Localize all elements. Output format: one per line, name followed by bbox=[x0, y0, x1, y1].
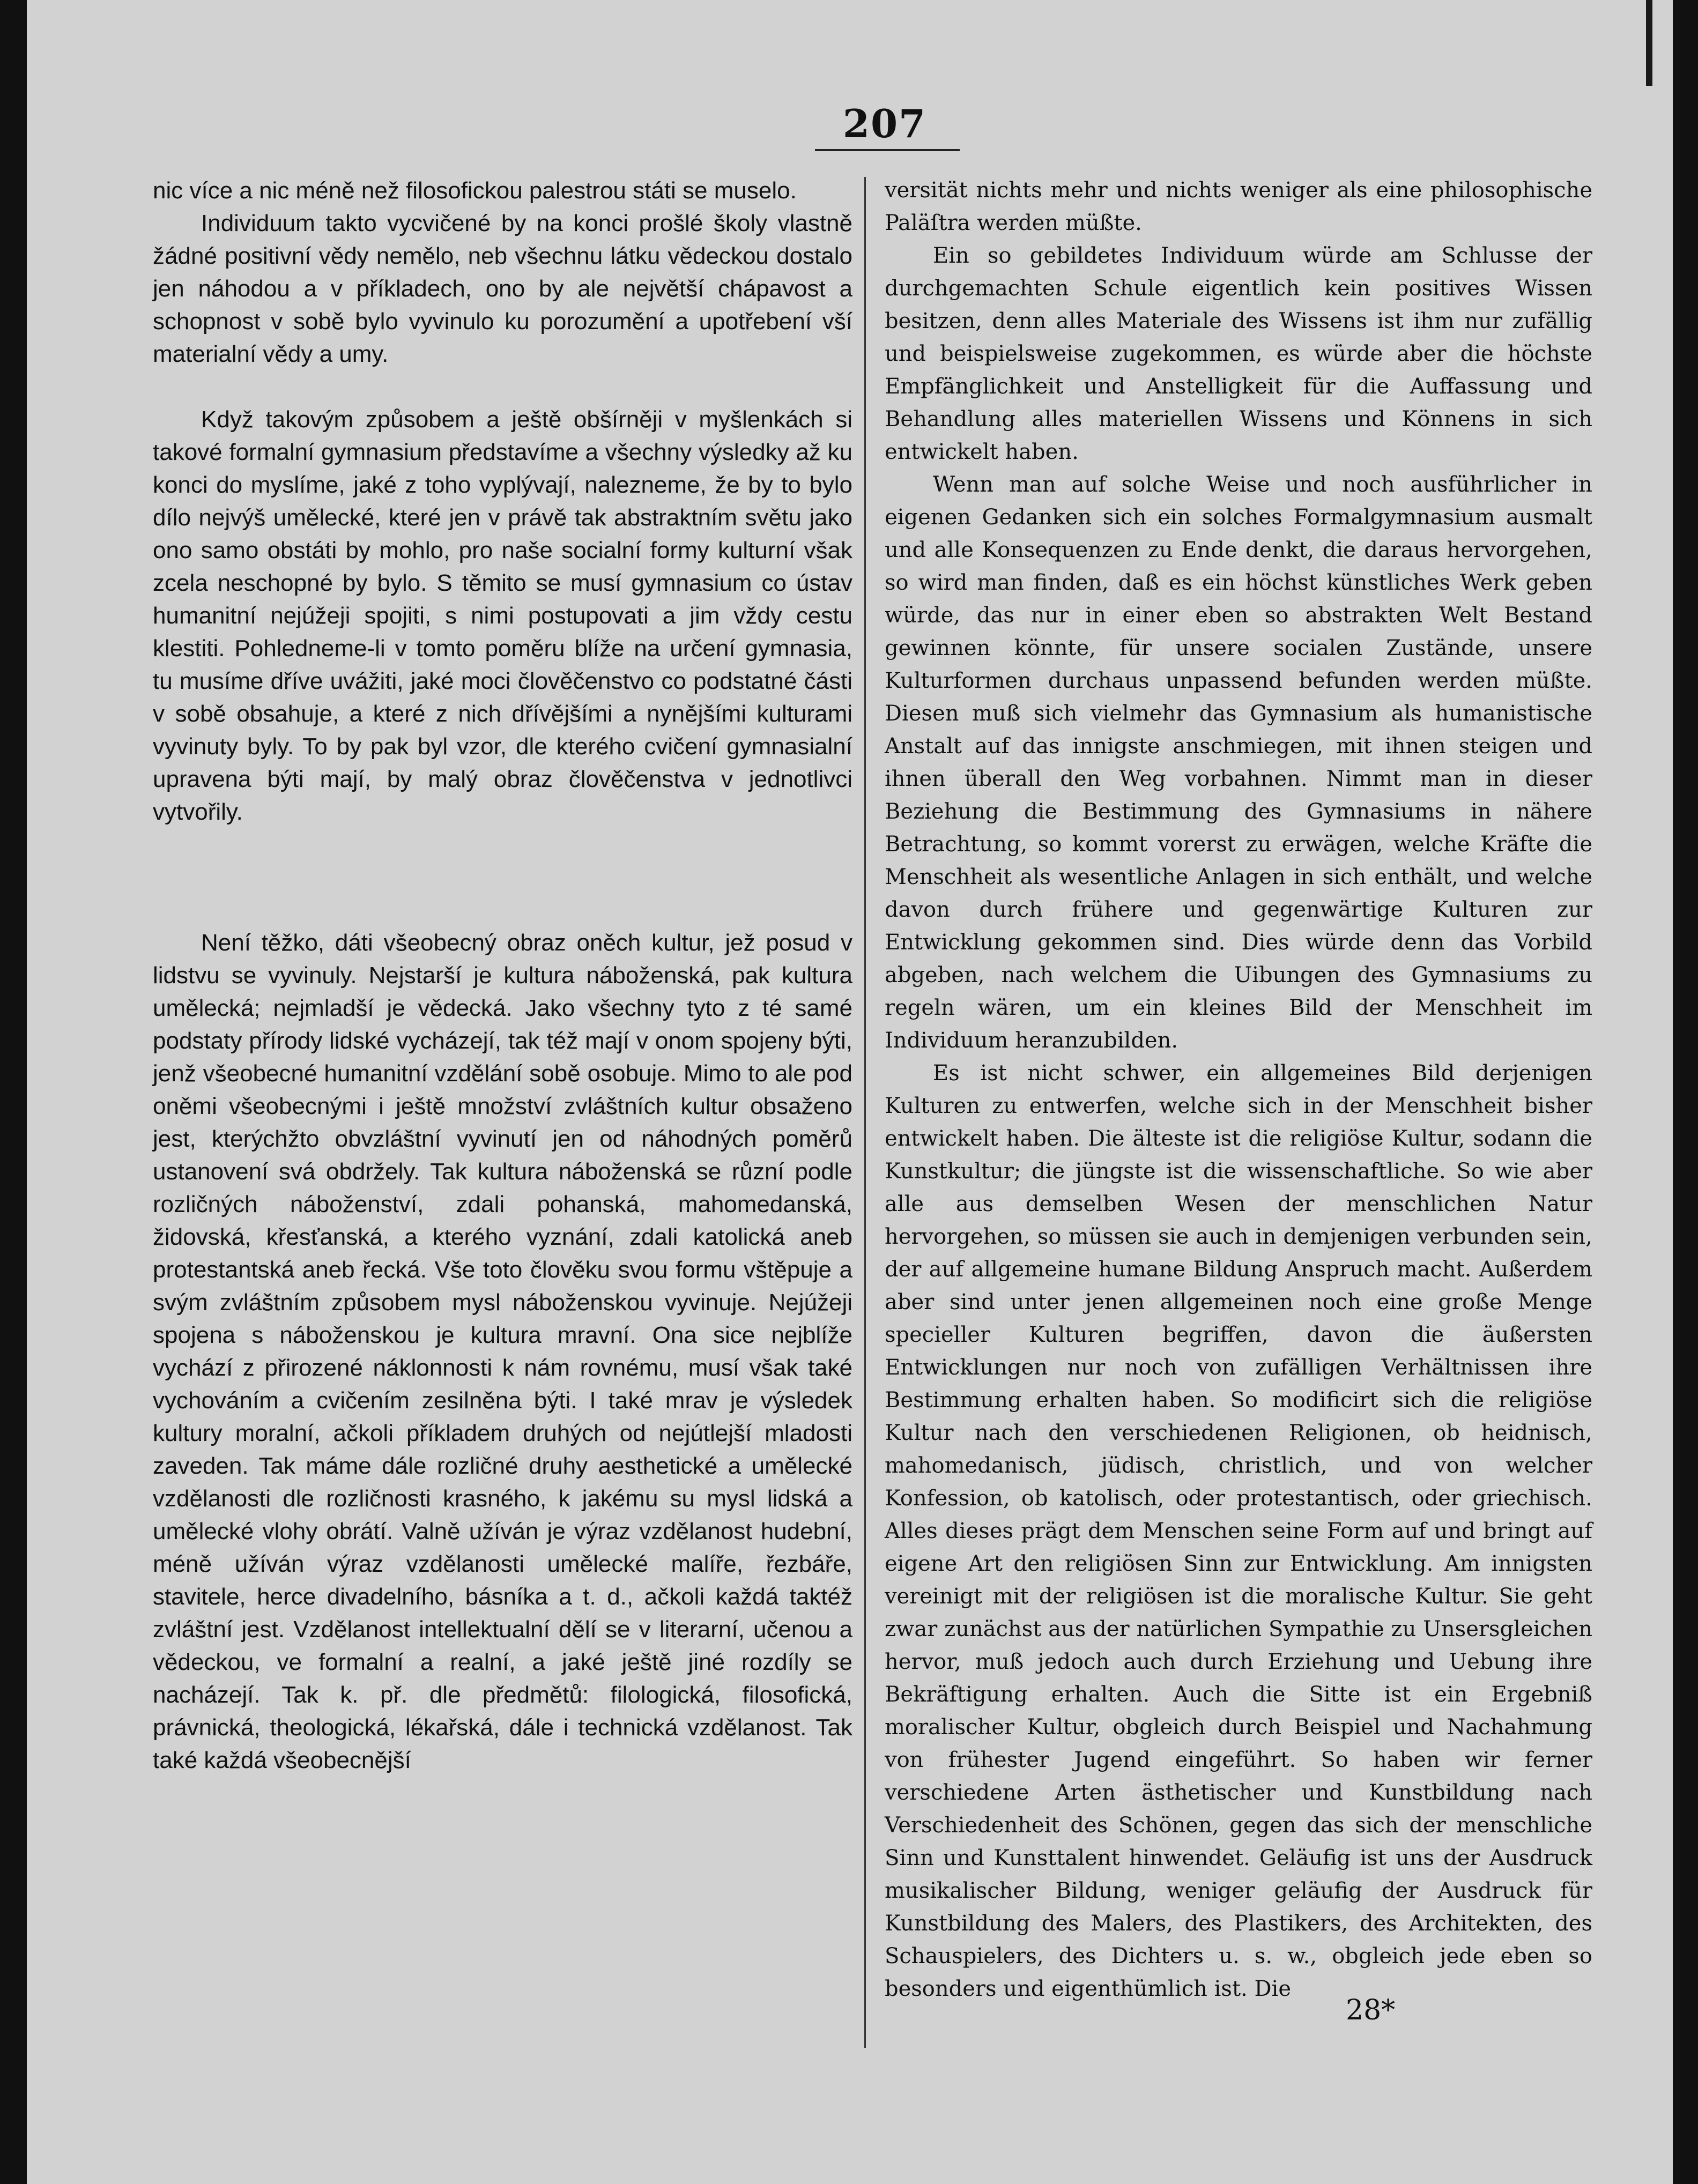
german-paragraph-4: Es ist nicht schwer, ein allgemeines Bild derjenigen Kulturen zu entwerfen, welche sich in der Menschheit bisher entwickelt haben. Die älteste ist die religiöse Kultur, sodann die Kunstkultur; die jüngste ist die wissenschaftliche. So wie aber alle aus demselben Wesen der menschlichen Natur hervorgehen, so müssen sie auch in demjenigen verbunden sein, der auf allgemeine humane Bildung Anspruch macht. Außerdem aber sind unter jenen allgemeinen noch eine große Menge specieller Kulturen begriffen, davon die äußersten Entwicklungen nur noch von zufälligen Verhältnissen ihre Bestimmung erhalten haben. So modificirt sich die religiöse Kultur nach den verschiedenen Religionen, ob heidnisch, mahomedanisch, jüdisch, christlich, und von welcher Konfession, ob katolisch, oder protestantisch, oder griechisch. Alles dieses prägt dem Menschen seine Form auf und bringt auf eigene Art den religiösen Sinn zur Entwicklung. Am innigsten vereinigt mit der religiösen ist die moralische Kultur. Sie geht zwar zunächst aus der natürlichen Sympathie zu Unsersgleichen hervor, muß jedoch auch durch Erziehung und Uebung ihre Bekräftigung erhalten. Auch die Sitte ist ein Ergebniß moralischer Kultur, obgleich durch Beispiel und Nachahmung von frühester Jugend eingeführt. So haben wir ferner verschiedene Arten ästhetischer und Kunstbildung nach Verschiedenheit des Schönen, gegen das sich der menschliche Sinn und Kunsttalent hinwendet. Geläufig ist uns der Ausdruck musikalischer Bildung, weniger geläufig der Ausdruck für Kunstbildung des Malers, des Plastikers, des Architekten, des Schauspielers, des Dichters u. s. w., obgleich jede eben so besonders und eigenthümlich ist. Die bbox=[885, 1061, 1592, 2001]
czech-paragraph-3: Když takovým způsobem a ještě obšírněji v myšlenkách si takové formalní gymnasium představíme a všechny výsledky až ku konci do myslíme, jaké z toho vyplývají, nalezneme, že by to bylo dílo nejvýš umělecké, které jen v právě tak abstraktním světu jako ono samo obstáti by mohlo, pro naše socialní formy kulturní však zcela neschopné by bylo. S těmito se musí gymnasium co ústav humanitní nejúžeji spojiti, s nimi postupovati a jim vždy cestu klestiti. Pohledneme-li v tomto poměru blíže na určení gymnasia, tu musíme dříve uvážiti, jaké moci člověčenstvo co podstatné části v sobě obsahuje, a které z nich dřívějšími a nynějšími kulturami vyvinuty byly. To by pak byl vzor, dle kterého cvičení gymnasialní upravena býti mají, by malý obraz člověčenstva v jednotlivci vytvořily. bbox=[153, 406, 852, 825]
book-page bbox=[27, 0, 1673, 2184]
czech-column bbox=[153, 174, 852, 1777]
german-paragraph-1: versität nichts mehr und nichts weniger als eine philosophische Paläſtra werden müßte. bbox=[885, 178, 1592, 235]
signature-mark: 28* bbox=[1346, 1994, 1396, 2026]
czech-paragraph-2: Individuum takto vycvičené by na konci prošlé školy vlastně žádné positivní vědy nemělo, neb všechnu látku vědeckou dostalo jen náhodou a v příkladech, ono by ale největší chápavost a schopnost v sobě bylo vyvinulo ku porozumění a upotřebení vší materialní vědy a umy. bbox=[153, 210, 852, 367]
czech-paragraph-4: Není těžko, dáti všeobecný obraz oněch kultur, jež posud v lidstvu se vyvinuly. Nejstarší je kultura náboženská, pak kultura umělecká; nejmladší je vědecká. Jako všechny tyto z té samé podstaty přírody lidské vycházejí, tak též mají v onom spojeny býti, jenž všeobecné humanitní vzdělání sobě osobuje. Mimo to ale pod oněmi všeobecnými i ještě množství zvláštních kultur obsaženo jest, kterýchžto obvzláštní vyvinutí jen od náhodných poměrů ustanovení svá obdržely. Tak kultura náboženská se různí podle rozličných náboženství, zdali pohanská, mahomedanská, židovská, křesťanská, a kterého vyznání, zdali katolická aneb protestantská aneb řecká. Vše toto člověku svou formu vštěpuje a svým zvláštním způsobem mysl náboženskou vyvinuje. Nejúžeji spojena s náboženskou je kultura mravní. Ona sice nejblíže vychází z přirozené náklonnosti k nám rovnému, musí však také vychováním a cvičením zesilněna býti. I také mrav je výsledek kultury moralní, ačkoli příkladem druhých od nejútlejší mladosti zaveden. Tak máme dále rozličné druhy aesthetické a umělecké vzdělanosti dle rozličnosti krasného, k jakému su mysl lidská a umělecké vlohy obrátí. Valně užíván je výraz vzdělanost hudební, méně užíván výraz vzdělanosti umělecké malíře, řezbáře, stavitele, herce divadelního, básníka a t. d., ačkoli každá taktéž zvláštní jest. Vzdělanost intellektualní dělí se v literarní, učenou a vědeckou, ve formalní a realní, a jaké ještě jiné rozdíly se nacházejí. Tak k. př. dle předmětů: filologická, filosofická, právnická, theologická, lékařská, dále i technická vzdělanost. Tak také každá všeobecnější bbox=[153, 930, 852, 1773]
german-column bbox=[885, 174, 1592, 2005]
czech-paragraph-1: nic více a nic méně než filosofickou palestrou státi se muselo. bbox=[153, 177, 797, 204]
header-rule bbox=[815, 149, 960, 151]
column-divider bbox=[864, 177, 866, 2048]
german-paragraph-3: Wenn man auf solche Weise und noch ausführlicher in eigenen Gedanken sich ein solches Formalgymnasium ausmalt und alle Konsequenzen zu Ende denkt, die daraus hervorgehen, so wird man finden, daß es ein höchst künstliches Werk geben würde, das nur in einer eben so abstrakten Welt Bestand gewinnen könnte, für unsere socialen Zustände, unsere Kulturformen durchaus unpassend befunden werden müßte. Diesen muß sich vielmehr das Gymnasium als humanistische Anstalt auf das innigste anschmiegen, mit ihnen steigen und ihnen überall den Weg vorbahnen. Nimmt man in dieser Beziehung die Bestimmung des Gymnasiums in nähere Betrachtung, so kommt vorerst zu erwägen, welche Kräfte die Menschheit als wesentliche Anlagen in sich enthält, und welche davon durch frühere und gegenwärtige Kulturen zur Entwicklung gekommen sind. Dies würde denn das Vorbild abgeben, nach welchem die Uibungen des Gymnasiums zu regeln wären, um ein kleines Bild der Menschheit im Individuum heranzubilden. bbox=[885, 472, 1592, 1053]
german-paragraph-2: Ein so gebildetes Individuum würde am Schlusse der durchgemachten Schule eigentlich kein positives Wissen besitzen, denn alles Materiale des Wissens ist ihm nur zufällig und beispielsweise zugekommen, es würde aber die höchste Empfänglichkeit und Anstelligkeit für die Auffassung und Behandlung alles materiellen Wissens und Könnens in sich entwickelt haben. bbox=[885, 243, 1592, 464]
scan-edge-mark bbox=[1646, 0, 1652, 86]
page-number: 207 bbox=[842, 101, 927, 146]
